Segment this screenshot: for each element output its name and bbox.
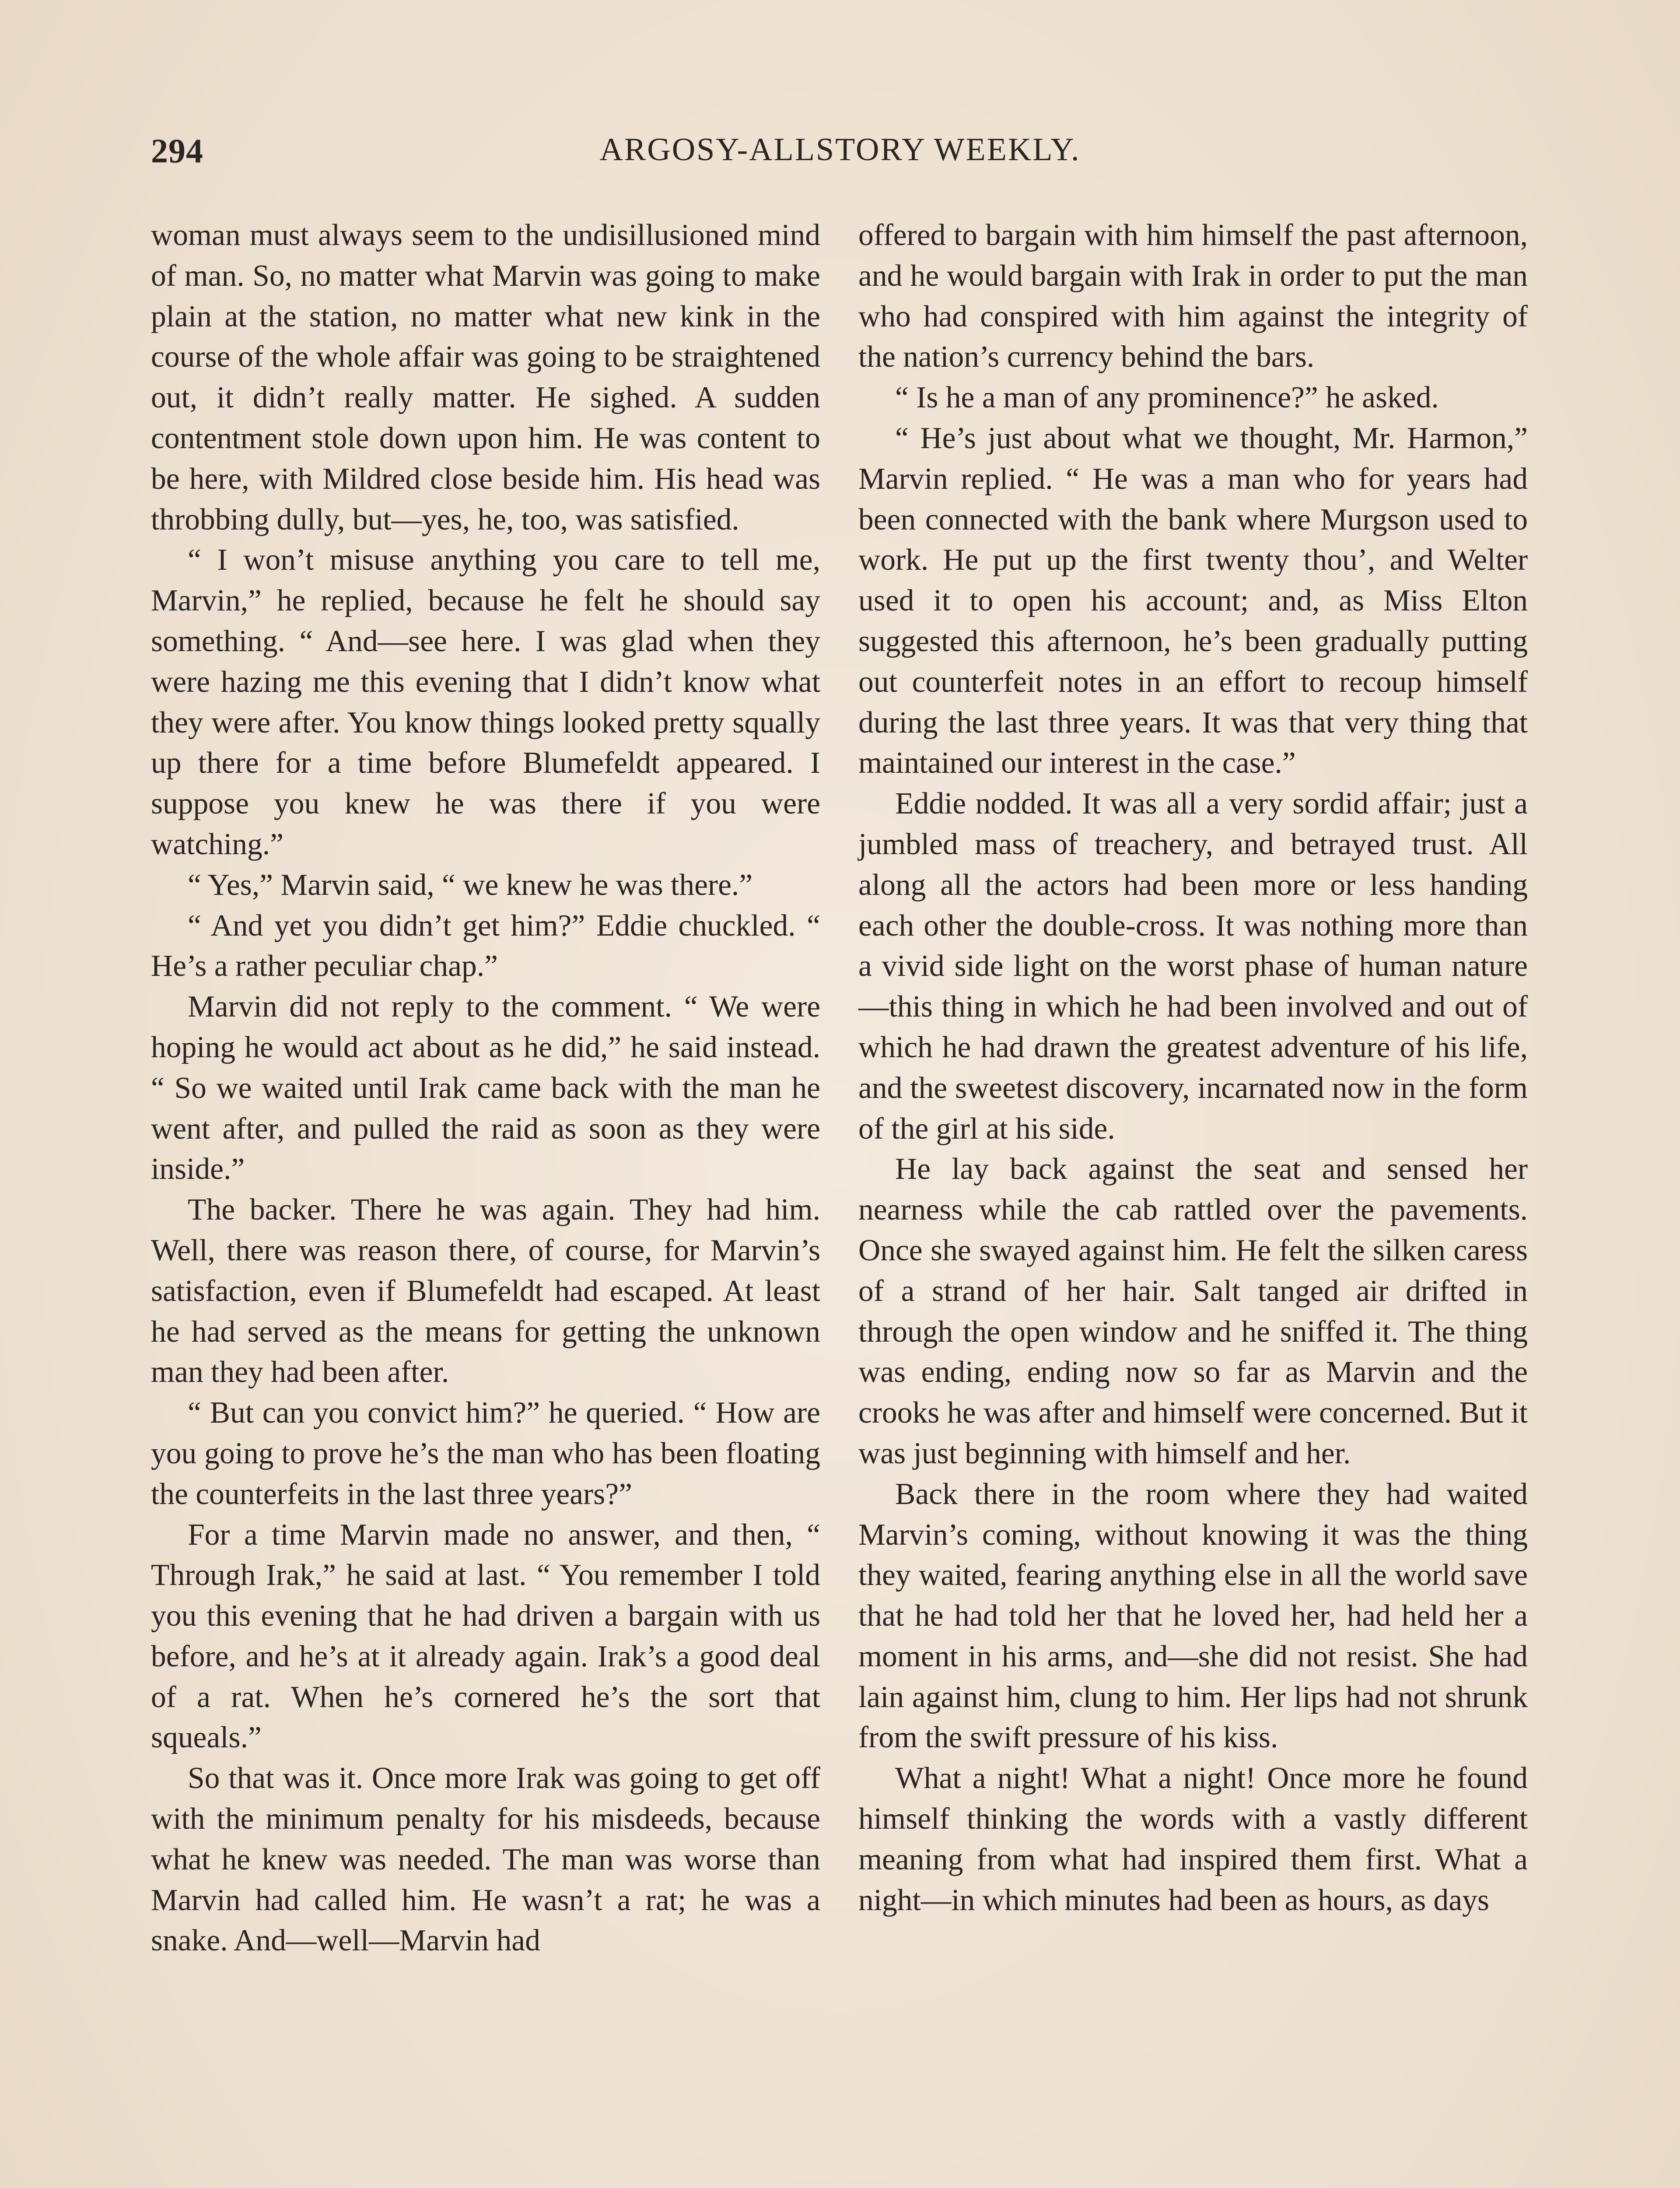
left-column <box>151 215 820 1961</box>
paragraph: Back there in the room where they had waited Marvin’s coming, without knowing it was the thing they waited, fearing anything else in all the world save that he had told her that he loved her, had held her a moment in his arms, and—she did not resist. She had lain against him, clung to him. Her lips had not shrunk from the swift pressure of his kiss. <box>858 1477 1528 1755</box>
page-number: 294 <box>151 132 203 170</box>
running-head: ARGOSY-ALLSTORY WEEKLY. <box>599 132 1081 168</box>
paragraph: “ But can you convict him?” he queried. “ How are you going to prove he’s the man who has been floating the counterfeits in the last three years?” <box>151 1396 820 1511</box>
paragraph: woman must always seem to the undisillusioned mind of man. So, no matter what Marvin was going to make plain at the station, no matter what new kink in the course of the whole affair was going to be straightened out, it didn’t really matter. He sighed. A sudden contentment stole down upon him. He was content to be here, with Mildred close beside him. His head was throbbing dully, but—yes, he, too, was satisfied. <box>151 218 820 536</box>
paragraph: Marvin did not reply to the comment. “ We were hoping he would act about as he did,” he said instead. “ So we waited until Irak came back with the man he went after, and pulled the raid as soon as they were inside.” <box>151 990 820 1186</box>
paragraph: Eddie nodded. It was all a very sordid affair; just a jumbled mass of treachery, and betrayed trust. All along all the actors had been more or less handing each other the double-cross. It was nothing more than a vivid side light on the worst phase of human nature—this thing in which he had been involved and out of which he had drawn the greatest adventure of his life, and the sweetest discovery, incarnated now in the form of the girl at his side. <box>858 787 1528 1146</box>
paragraph: “ He’s just about what we thought, Mr. Harmon,” Marvin replied. “ He was a man who for years had been connected with the bank where Murgson used to work. He put up the first twenty thou’, and Welter used it to open his account; and, as Miss Elton suggested this afternoon, he’s been gradually putting out counterfeit notes in an effort to recoup himself during the last three years. It was that very thing that maintained our interest in the case.” <box>858 421 1528 780</box>
paragraph: offered to bargain with him himself the past afternoon, and he would bargain with Irak in order to put the man who had conspired with him against the integrity of the nation’s currency behind the bars. <box>858 218 1528 374</box>
paragraph: He lay back against the seat and sensed her nearness while the cab rattled over the pavements. Once she swayed against him. He felt the silken caress of a strand of her hair. Salt tanged air drifted in through the open window and he sniffed it. The thing was ending, ending now so far as Marvin and the crooks he was after and himself were concerned. But it was just beginning with himself and her. <box>858 1152 1528 1470</box>
paragraph: “ And yet you didn’t get him?” Eddie chuckled. “ He’s a rather peculiar chap.” <box>151 908 820 983</box>
page-header <box>151 131 1529 179</box>
paragraph: So that was it. Once more Irak was going to get off with the minimum penalty for his misdeeds, because what he knew was needed. The man was worse than Marvin had called him. He wasn’t a rat; he was a snake. And—well—Marvin had <box>151 1761 820 1958</box>
paragraph: “ I won’t misuse anything you care to tell me, Marvin,” he replied, because he felt he should say something. “ And—see here. I was glad when they were hazing me this evening that I didn’t know what they were after. You know things looked pretty squally up there for a time before Blumefeldt appeared. I suppose you knew he was there if you were watching.” <box>151 543 820 861</box>
right-column <box>858 215 1528 1921</box>
paragraph: The backer. There he was again. They had him. Well, there was reason there, of course, for Marvin’s satisfaction, even if Blumefeldt had escaped. At least he had served as the means for getting the unknown man they had been after. <box>151 1193 820 1389</box>
paragraph: “ Is he a man of any prominence?” he asked. <box>895 381 1439 415</box>
paragraph: What a night! What a night! Once more he found himself thinking the words with a vastly different meaning from what had inspired them first. What a night—in which minutes had been as hours, as days <box>858 1761 1528 1917</box>
paragraph: “ Yes,” Marvin said, “ we knew he was there.” <box>188 868 753 902</box>
paragraph: For a time Marvin made no answer, and then, “ Through Irak,” he said at last. “ You remember I told you this evening that he had driven a bargain with us before, and he’s at it already again. Irak’s a good deal of a rat. When he’s cornered he’s the sort that squeals.” <box>151 1518 820 1755</box>
